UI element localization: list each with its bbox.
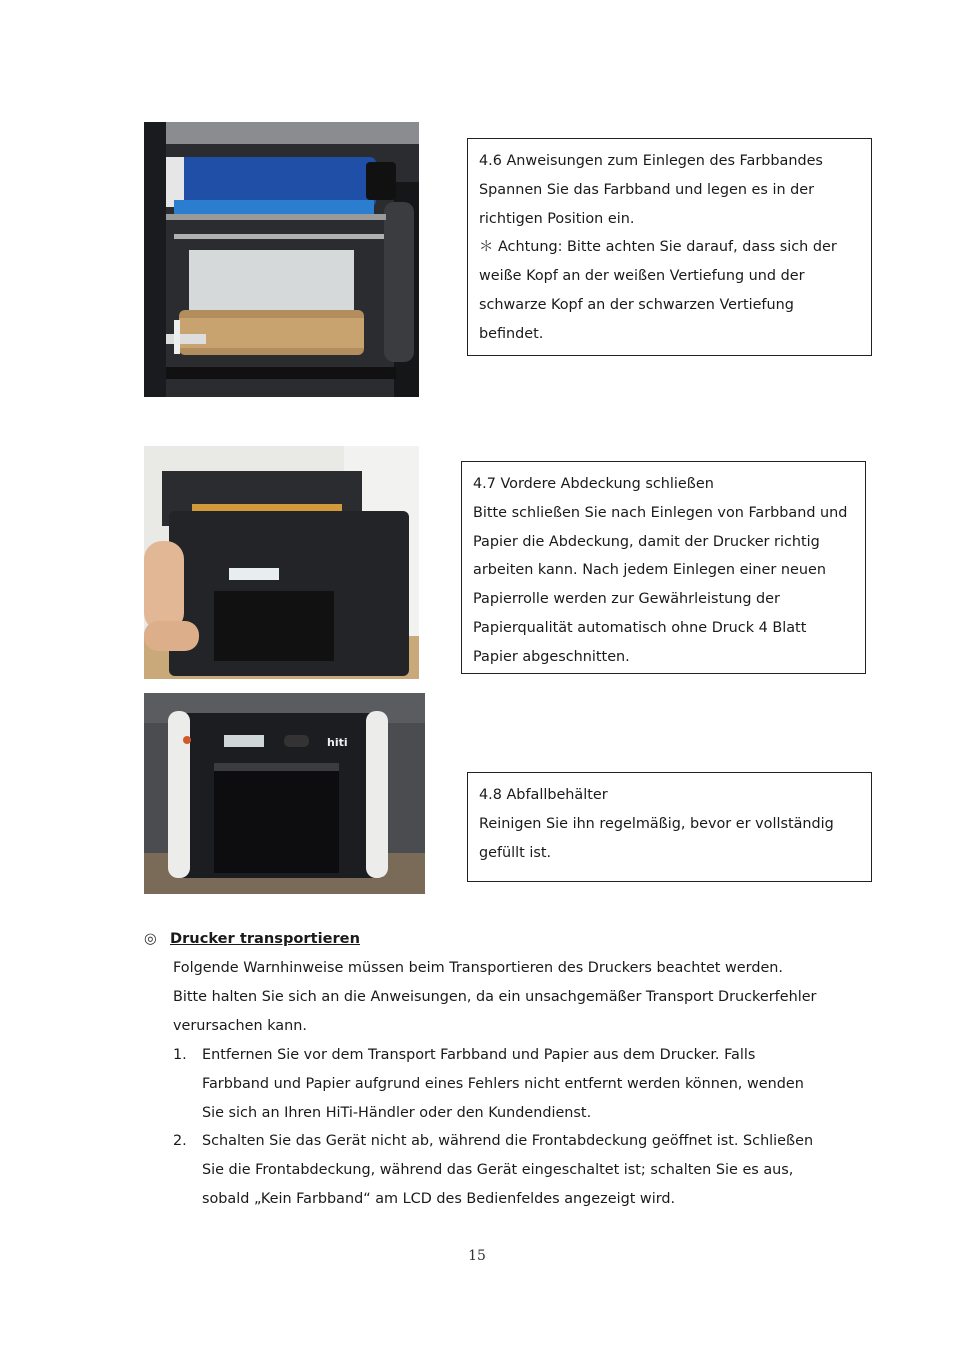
item-line: Sie die Frontabdeckung, während das Gerät eingeschaltet ist; schalten Sie es aus, [202, 1161, 794, 1178]
printer-logo-text: hiti [327, 736, 348, 749]
step-4-6-line: Spannen Sie das Farbband und legen es in der [479, 181, 815, 198]
step-4-7-line: 4.7 Vordere Abdeckung schließen [473, 476, 714, 492]
step-4-7-line: Papierrolle werden zur Gewährleistung der [473, 591, 780, 608]
step-4-7-line: Bitte schließen Sie nach Einlegen von Farbband und [473, 504, 848, 521]
item-number: 1. [173, 1047, 187, 1063]
transport-title: Drucker transportieren [170, 930, 360, 947]
item-line: Farbband und Papier aufgrund eines Fehlers nicht entfernt werden können, wenden [202, 1075, 804, 1092]
item-line: Schalten Sie das Gerät nicht ab, während die Frontabdeckung geöffnet ist. Schließen [202, 1133, 814, 1149]
step-4-8-line: Reinigen Sie ihn regelmäßig, bevor er vollständig [479, 815, 834, 832]
step-4-7-box [461, 461, 866, 674]
transport-intro-line: Folgende Warnhinweise müssen beim Transportieren des Druckers beachtet werden. [173, 960, 783, 976]
step-4-6-line: 4.6 Anweisungen zum Einlegen des Farbbandes [479, 153, 823, 169]
step-4-6-line: weiße Kopf an der weißen Vertiefung und der [479, 268, 805, 285]
step-4-6-line: schwarze Kopf an der schwarzen Vertiefung [479, 296, 794, 313]
item-line: sobald „Kein Farbband“ am LCD des Bedienfeldes angezeigt wird. [202, 1190, 676, 1207]
item-number: 2. [173, 1133, 187, 1149]
step-4-8-box [467, 772, 872, 882]
step-4-7-line: Papier die Abdeckung, damit der Drucker richtig [473, 533, 820, 550]
step-4-6-box [467, 138, 872, 356]
item-line: Entfernen Sie vor dem Transport Farbband und Papier aus dem Drucker. Falls [202, 1047, 756, 1063]
step-4-7-line: Papierqualität automatisch ohne Druck 4 Blatt [473, 619, 807, 636]
photo-ribbon-loading [144, 122, 419, 397]
page-number: 15 [468, 1248, 486, 1264]
transport-heading [144, 925, 360, 954]
step-4-7-line: arbeiten kann. Nach jedem Einlegen einer neuen [473, 562, 826, 579]
step-4-6-line: richtigen Position ein. [479, 210, 635, 227]
photo-printer-front [144, 693, 425, 894]
step-4-8-line: gefüllt ist. [479, 844, 552, 861]
step-4-8-line: 4.8 Abfallbehälter [479, 787, 608, 803]
step-4-6-line: befindet. [479, 325, 544, 342]
step-4-7-line: Papier abgeschnitten. [473, 648, 630, 665]
item-line: Sie sich an Ihren HiTi-Händler oder den Kundendienst. [202, 1104, 592, 1121]
photo-close-cover [144, 446, 419, 679]
transport-intro-line: Bitte halten Sie sich an die Anweisungen, da ein unsachgemäßer Transport Druckerfehler [173, 989, 817, 1005]
transport-intro-line: verursachen kann. [173, 1018, 307, 1034]
bullseye-icon: ◎ [144, 930, 157, 947]
step-4-6-line: ＊ Achtung: Bitte achten Sie darauf, dass sich der [479, 239, 837, 256]
